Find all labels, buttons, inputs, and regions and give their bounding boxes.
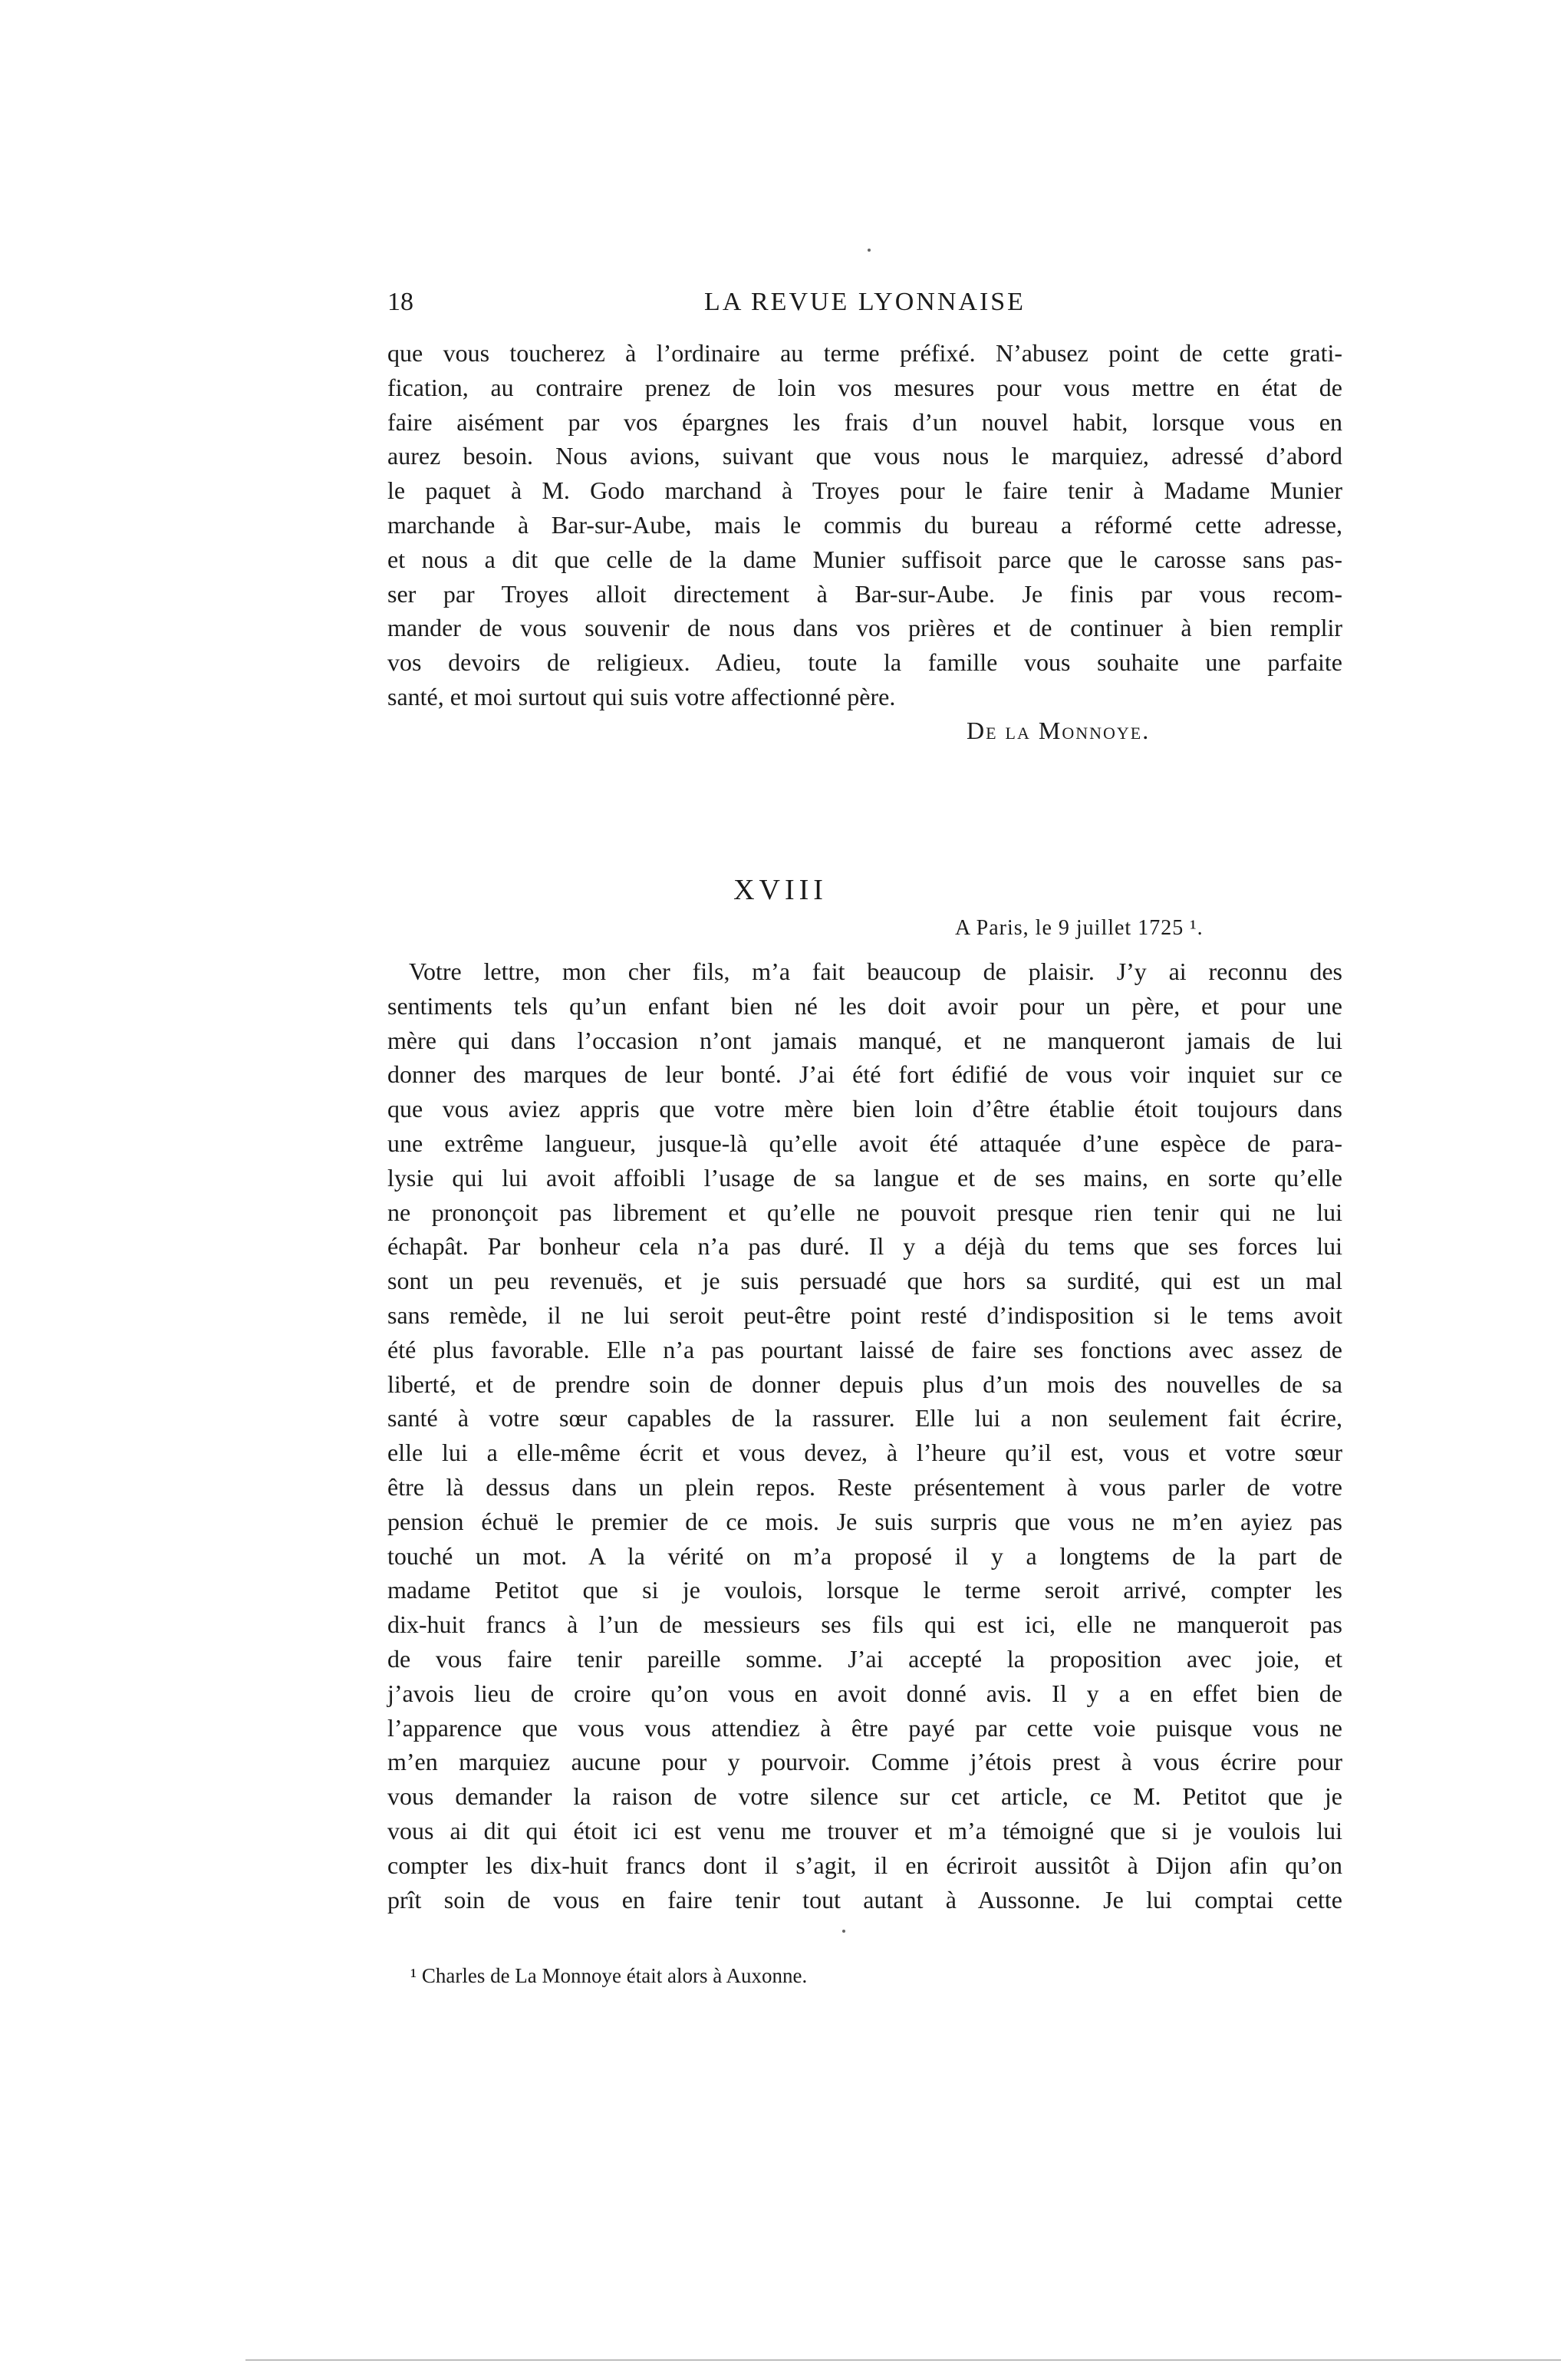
text-line: aurez besoin. Nous avions, suivant que vous nous le marquiez, adressé d’abord [387,442,1342,470]
page-number: 18 [387,288,413,316]
footnote: ¹ Charles de La Monnoye était alors à Auxonne. [410,1964,808,1987]
text-line: ser par Troyes alloit directement à Bar-sur-Aube. Je finis par vous recom- [387,579,1342,608]
text-line: sentiments tels qu’un enfant bien né les doit avoir pour un père, et pour une [387,991,1342,1020]
letter-body [387,954,1342,1917]
text-line: être là dessus dans un plein repos. Reste présentement à vous parler de votre [387,1472,1342,1501]
text-line: marchande à Bar-sur-Aube, mais le commis du bureau a réformé cette adresse, [387,510,1342,539]
text-line: une extrême langueur, jusque-là qu’elle avoit été attaquée d’une espèce de para- [387,1129,1342,1157]
text-line: sont un peu revenuës, et je suis persuadé que hors sa surdité, qui est un mal [387,1267,1342,1295]
text-line: j’avois lieu de croire qu’on vous en avoit donné avis. Il y a en effet bien de [387,1679,1342,1707]
letter-number: XVIII [733,874,828,906]
text-line: mander de vous souvenir de nous dans vos prières et de continuer à bien remplir [387,614,1342,642]
text-line: ne prononçoit pas librement et qu’elle ne pouvoit presque rien tenir qui ne lui [387,1198,1342,1226]
text-line: touché un mot. A la vérité on m’a proposé il y a longtems de la part de [387,1541,1342,1570]
journal-title: LA REVUE LYONNAISE [704,288,1026,316]
text-line: vous ai dit qui étoit ici est venu me trouver et m’a témoigné que si je voulois lui [387,1816,1342,1844]
text-line: que vous aviez appris que votre mère bien loin d’être établie étoit toujours dans [387,1095,1342,1123]
text-line: sans remède, il ne lui seroit peut-être point resté d’indisposition si le tems avoit [387,1300,1342,1329]
previous-letter-ending [387,336,1342,714]
text-line: prît soin de vous en faire tenir tout autant à Aussonne. Je lui comptai cette [387,1885,1342,1914]
text-line: que vous toucherez à l’ordinaire au terme préfixé. N’abusez point de cette grati- [387,339,1342,367]
print-speck [842,1930,845,1933]
text-line: dix-huit francs à l’un de messieurs ses fils qui est ici, elle ne manqueroit pas [387,1610,1342,1639]
text-line: santé, et moi surtout qui suis votre affectionné père. [387,682,896,710]
text-line: vos devoirs de religieux. Adieu, toute la famille vous souhaite une parfaite [387,648,1342,677]
text-line: été plus favorable. Elle n’a pas pourtant laissé de faire ses fonctions avec assez de [387,1335,1342,1363]
signature: De la Monnoye. [967,717,1151,744]
text-line: Votre lettre, mon cher fils, m’a fait beaucoup de plaisir. J’y ai reconnu des [409,958,1342,985]
text-line: fication, au contraire prenez de loin vos mesures pour vous mettre en état de [387,373,1342,401]
text-line: l’apparence que vous vous attendiez à être payé par cette voie puisque vous ne [387,1713,1342,1742]
print-speck [868,249,871,252]
text-line: liberté, et de prendre soin de donner depuis plus d’un mois des nouvelles de sa [387,1370,1342,1398]
text-line: faire aisément par vos épargnes les frais d’un nouvel habit, lorsque vous en [387,407,1342,436]
text-line: mère qui dans l’occasion n’ont jamais manqué, et ne manqueront jamais de lui [387,1026,1342,1054]
text-line: lysie qui lui avoit affoibli l’usage de sa langue et de ses mains, en sorte qu’elle [387,1163,1342,1192]
running-head [387,279,1342,325]
text-line: pension échuë le premier de ce mois. Je suis surpris que vous ne m’en ayiez pas [387,1507,1342,1535]
letter-dateline: A Paris, le 9 juillet 1725 ¹. [955,916,1204,940]
text-line: échapât. Par bonheur cela n’a pas duré. Il y a déjà du tems que ses forces lui [387,1232,1342,1261]
text-line: le paquet à M. Godo marchand à Troyes pour le faire tenir à Madame Munier [387,476,1342,505]
text-line: donner des marques de leur bonté. J’ai été fort édifié de vous voir inquiet sur ce [387,1060,1342,1089]
text-line: elle lui a elle-même écrit et vous devez, à l’heure qu’il est, vous et votre sœur [387,1439,1342,1467]
text-line: compter les dix-huit francs dont il s’agit, il en écriroit aussitôt à Dijon afin qu’on [387,1851,1342,1879]
text-line: m’en marquiez aucune pour y pourvoir. Comme j’étois prest à vous écrire pour [387,1748,1342,1776]
text-line: madame Petitot que si je voulois, lorsque le terme seroit arrivé, compter les [387,1576,1342,1604]
text-line: et nous a dit que celle de la dame Munier suffisoit parce que le carosse sans pas- [387,545,1342,573]
scan-edge-line [245,2359,1561,2361]
text-line: vous demander la raison de votre silence sur cet article, ce M. Petitot que je [387,1782,1342,1811]
text-line: santé à votre sœur capables de la rassurer. Elle lui a non seulement fait écrire, [387,1404,1342,1432]
text-line: de vous faire tenir pareille somme. J’ai accepté la proposition avec joie, et [387,1644,1342,1673]
